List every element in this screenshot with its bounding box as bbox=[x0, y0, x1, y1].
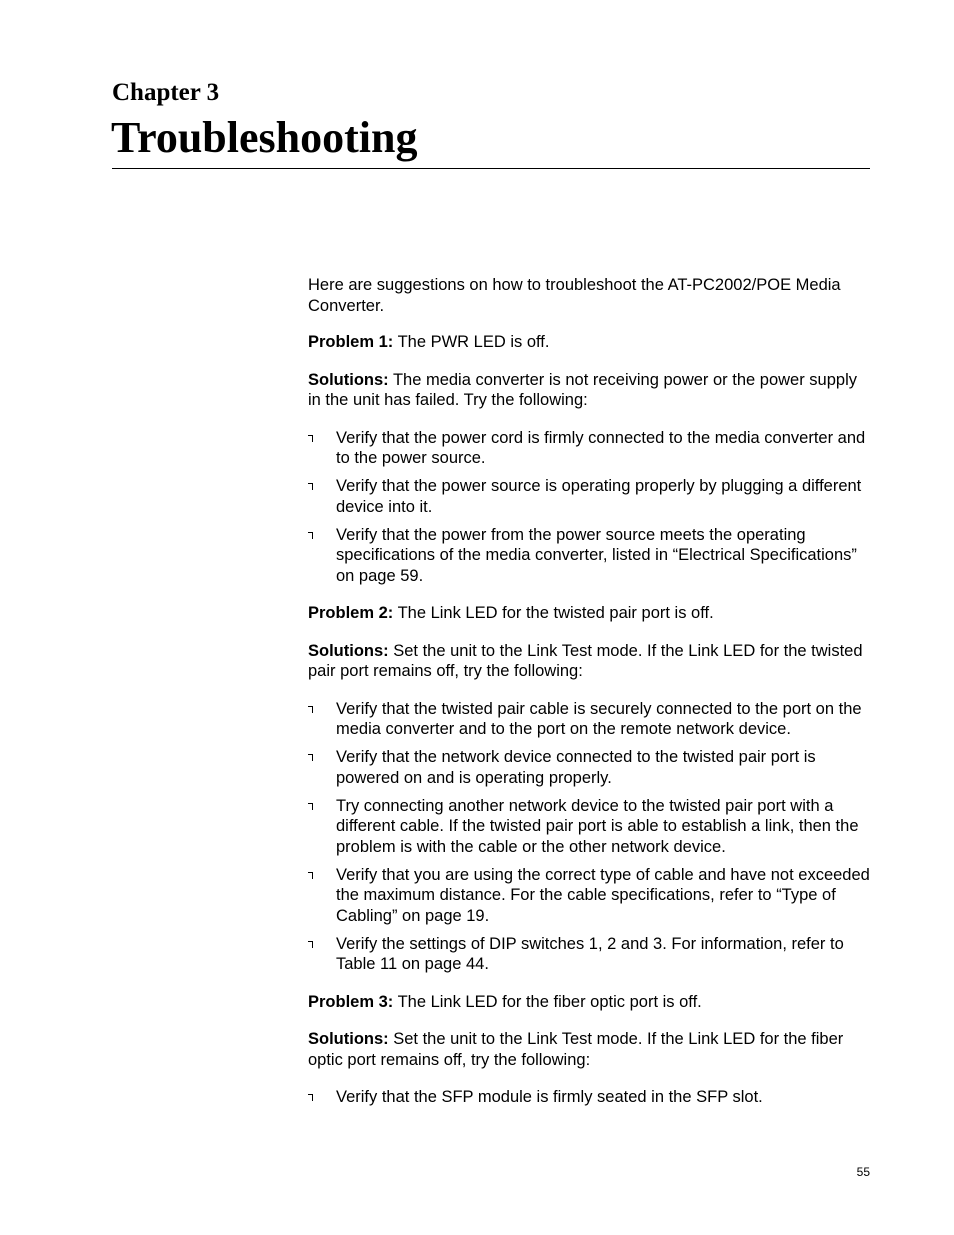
page-number: 55 bbox=[856, 1165, 870, 1179]
list-item bbox=[308, 476, 870, 517]
list-item bbox=[308, 428, 870, 469]
problem-1-text: The PWR LED is off. bbox=[393, 333, 550, 351]
solutions-1-text: The media converter is not receiving power or the power supply in the unit has failed. Try the following: bbox=[308, 370, 858, 409]
problem-2-checklist bbox=[308, 699, 870, 975]
list-item-text: Verify the settings of DIP switches 1, 2 and 3. For information, refer to Table 11 on page 44. bbox=[336, 934, 844, 973]
box-bullet-icon bbox=[308, 483, 313, 490]
problem-3-checklist bbox=[308, 1087, 870, 1108]
solutions-2-label: Solutions: bbox=[308, 641, 389, 660]
list-item-text: Verify that the power from the power source meets the operating specifications of the media converter, listed in “Electrical Specifications” on page 59. bbox=[336, 525, 857, 585]
intro-paragraph: Here are suggestions on how to troubleshoot the AT-PC2002/POE Media Converter. bbox=[308, 276, 841, 315]
box-bullet-icon bbox=[308, 435, 313, 442]
list-item bbox=[308, 525, 870, 587]
solutions-1-label: Solutions: bbox=[308, 370, 389, 389]
list-item-text: Verify that the SFP module is firmly seated in the SFP slot. bbox=[336, 1088, 763, 1106]
chapter-label: Chapter 3 bbox=[112, 79, 220, 106]
box-bullet-icon bbox=[308, 1094, 313, 1101]
chapter-title: Troubleshooting bbox=[111, 113, 418, 162]
problem-3-statement bbox=[308, 992, 870, 1013]
solutions-3-label: Solutions: bbox=[308, 1030, 389, 1048]
list-item-text: Verify that the network device connected to the twisted pair port is powered on and is operating properly. bbox=[336, 748, 816, 787]
box-bullet-icon bbox=[308, 941, 313, 948]
problem-3-solutions bbox=[308, 1029, 870, 1070]
title-rule bbox=[112, 168, 870, 169]
problem-2-statement bbox=[308, 603, 870, 624]
problem-3-text: The Link LED for the fiber optic port is off. bbox=[393, 992, 702, 1011]
problem-2-text: The Link LED for the twisted pair port is off. bbox=[393, 604, 714, 622]
solutions-2-text: Set the unit to the Link Test mode. If the Link LED for the twisted pair port remains off, try the following: bbox=[308, 641, 863, 680]
list-item-text: Verify that the power source is operating properly by plugging a different device into it. bbox=[336, 477, 862, 516]
list-item bbox=[308, 796, 870, 858]
box-bullet-icon bbox=[308, 532, 313, 539]
problem-2-solutions bbox=[308, 641, 870, 682]
solutions-3-text: Set the unit to the Link Test mode. If the Link LED for the fiber optic port remains off, try the following: bbox=[308, 1030, 844, 1069]
box-bullet-icon bbox=[308, 706, 313, 713]
problem-1-statement bbox=[308, 332, 870, 353]
list-item-text: Verify that the power cord is firmly connected to the media converter and to the power source. bbox=[336, 428, 866, 467]
problem-1-checklist bbox=[308, 428, 870, 587]
problem-2-label: Problem 2: bbox=[308, 604, 394, 622]
main-content bbox=[308, 275, 870, 1125]
list-item-text: Verify that the twisted pair cable is securely connected to the port on the media converter and to the port on the remote network device. bbox=[336, 699, 862, 738]
problem-1-solutions bbox=[308, 370, 870, 411]
list-item-text: Verify that you are using the correct type of cable and have not exceeded the maximum distance. For the cable specifications, refer to “Type of Cabling” on page 19. bbox=[336, 865, 870, 925]
box-bullet-icon bbox=[308, 872, 313, 879]
box-bullet-icon bbox=[308, 803, 313, 810]
problem-1-label: Problem 1: bbox=[308, 333, 394, 351]
list-item bbox=[308, 747, 870, 788]
list-item bbox=[308, 865, 870, 927]
box-bullet-icon bbox=[308, 754, 313, 761]
list-item bbox=[308, 699, 870, 740]
list-item-text: Try connecting another network device to the twisted pair port with a different cable. If the twisted pair port is able to establish a link, then the problem is with the cable or the other network device. bbox=[336, 796, 859, 856]
list-item bbox=[308, 1087, 870, 1108]
list-item bbox=[308, 934, 870, 975]
problem-3-label: Problem 3: bbox=[308, 992, 394, 1011]
